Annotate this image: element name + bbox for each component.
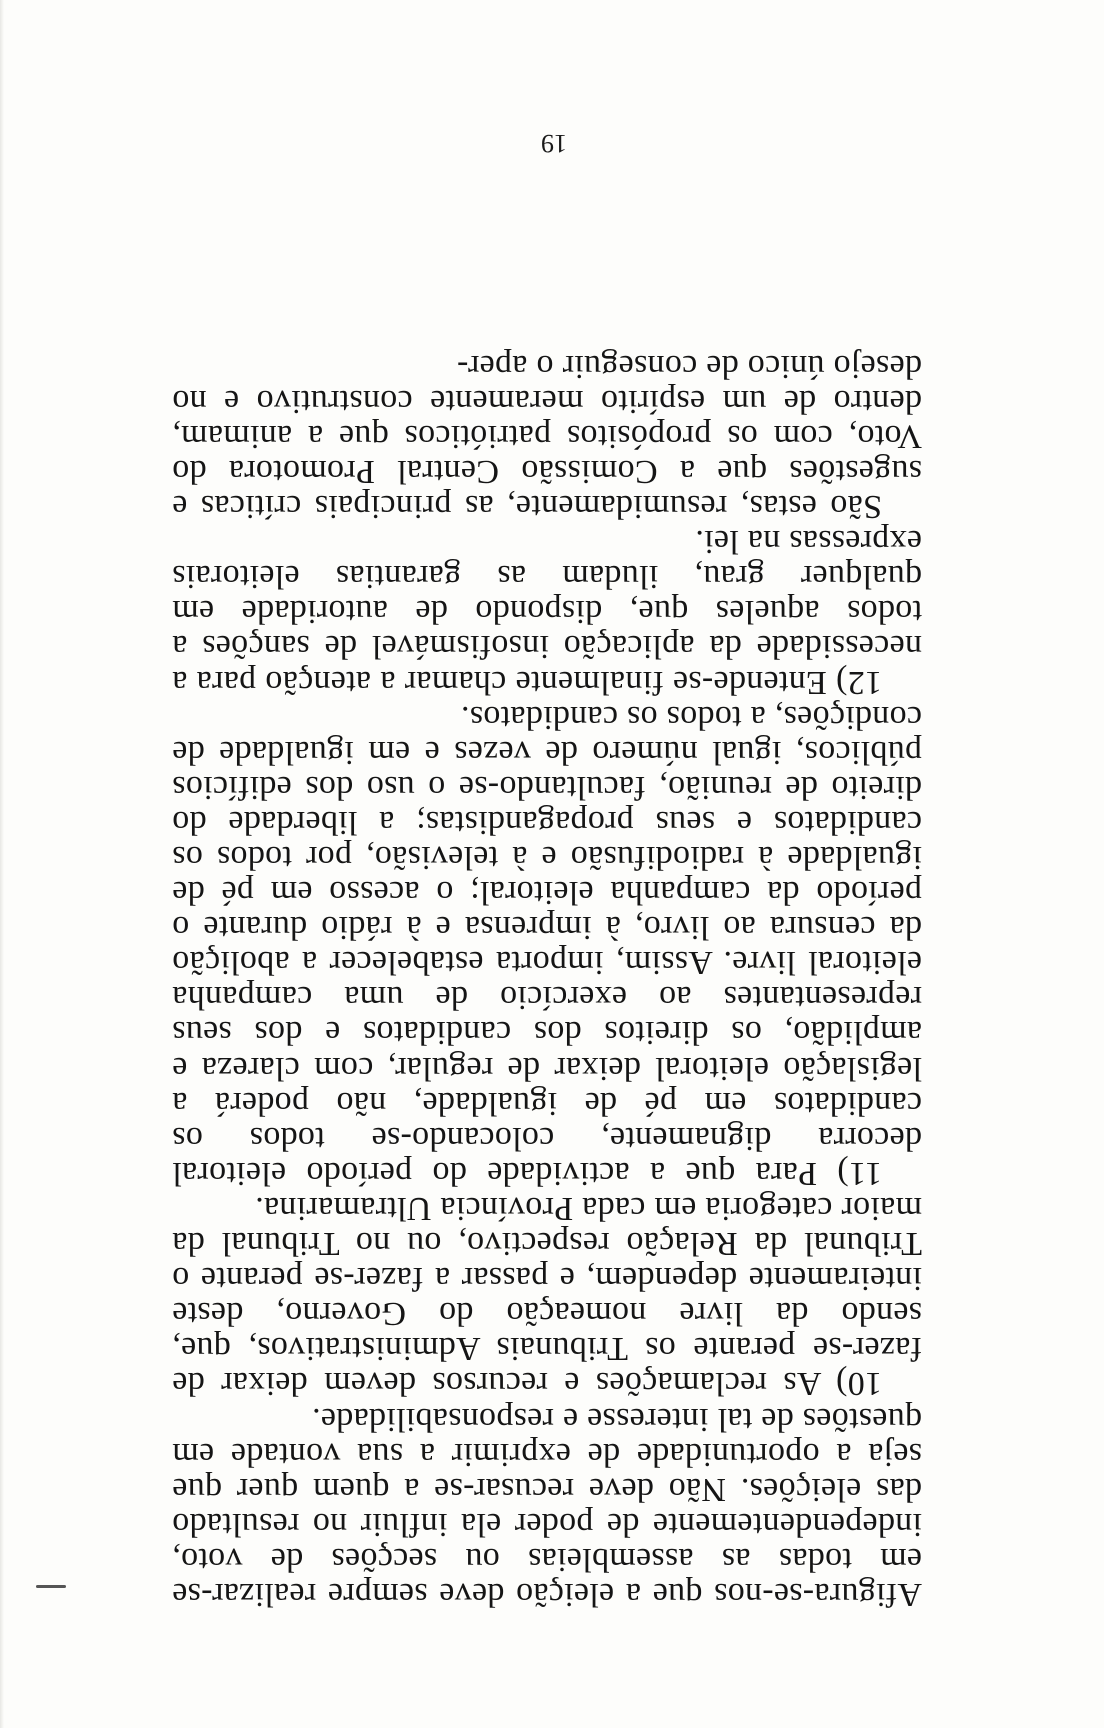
body-text <box>172 349 922 1612</box>
paragraph-10: 10) As reclamações e recursos devem deixar de fazer-se perante os Tribunais Administrativos, que, sendo da livre nomeação do Governo, deste inteiramente dependem, e passar a fazer-se perante o Tribunal da Relação respectivo, ou no Tribunal da maior categoria em cada Província Ultramarina. <box>172 1189 922 1403</box>
page-edge-shadow <box>0 0 4 1728</box>
paragraph-12: 12) Entende-se finalmente chamar a atenção para a necessidade da aplicação insofismável de sanções a todos aqueles que, dispondo de autoridade em qualquer grau, iludam as garantias eleitorais expressas na lei. <box>172 523 922 701</box>
paragraph-summary: São estas, resumidamente, as principais críticas e sugestões que a Comissão Central Promotora do Voto, com os propósitos patrióticos que a animam, dentro de um espírito meramente construtivo e no desejo único de conseguir o aper- <box>172 347 922 526</box>
scan-mark <box>36 1585 66 1588</box>
page-number: 19 <box>541 129 567 158</box>
paragraph-11: 11) Para que a actividade do período eleitoral decorra dignamente, colocando-se todos os candidatos em pé de igualdade, não poderá a legislação eleitoral deixar de regular, com clareza e amplidão, os direitos dos candidatos e dos seus representantes ao exercício de uma campanha eleitoral livre. Assim, importa estabelecer a abolição da censura ao livro, à imprensa e à rádio durante o período da campanha eleitoral; o acesso em pé de igualdade à radiodifusão e à televisão, por todos os candidatos e seus propagandistas; a liberdade do direito de reunião, facultando-se o uso dos edifícios públicos, igual número de vezes e em igualdade de condições, a todos os candidatos. <box>172 698 922 1192</box>
paragraph-intro: Afigura-se-nos que a eleição deve sempre realizar-se em todas as assembleias ou secções de voto, independentemente de poder ela influir no resultado das eleições. Não deve recusar-se a quem quer que seja a oportunidade de exprimir a sua vontade em questões de tal interesse e responsabilidade. <box>172 1400 922 1613</box>
